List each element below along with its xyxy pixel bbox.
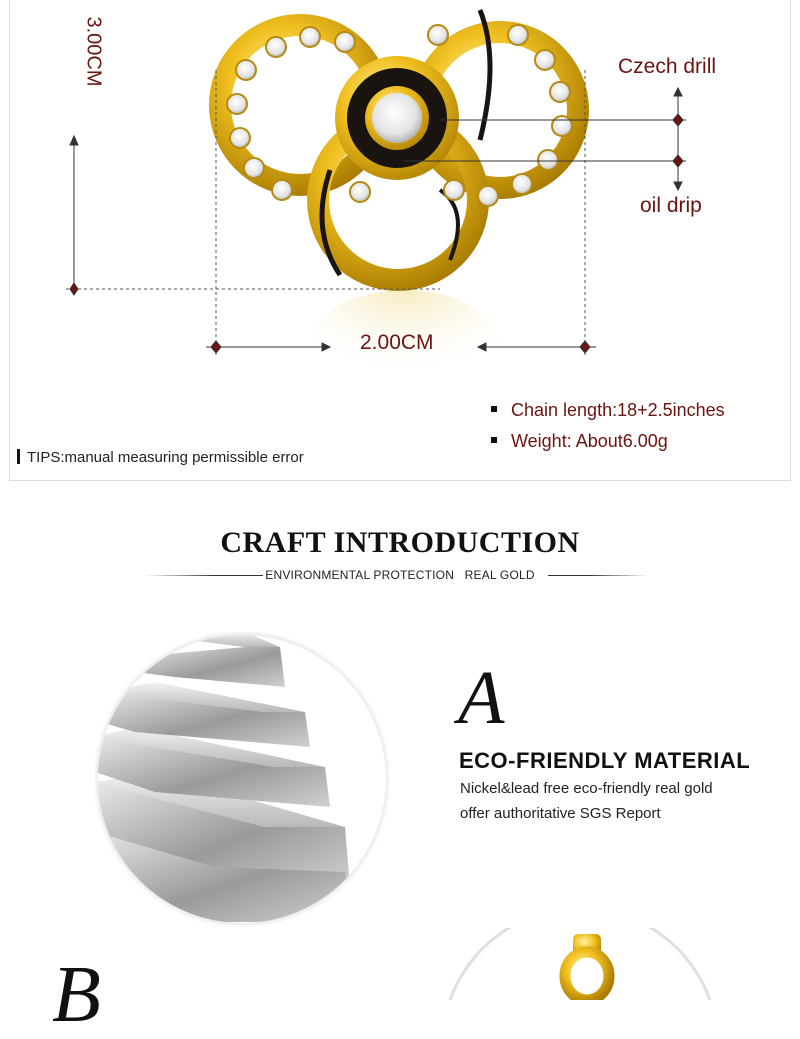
craft-subtitle: ENVIRONMENTAL PROTECTION REAL GOLD — [265, 568, 535, 582]
tips-note — [17, 449, 304, 466]
chain-length-row — [491, 400, 725, 421]
czech-drill-label: Czech drill — [618, 55, 717, 78]
bullet-icon — [491, 406, 497, 412]
height-arrow — [70, 136, 78, 295]
gold-pendant-image — [445, 928, 715, 1000]
silver-bars-image — [95, 632, 390, 927]
bullet-icon — [491, 437, 497, 443]
weight-row — [491, 431, 668, 452]
oil-drip-label: oil drip — [640, 194, 702, 217]
section-letter-b: B — [52, 951, 101, 1039]
eco-material-line2: offer authoritative SGS Report — [460, 805, 661, 822]
eco-material-title: ECO-FRIENDLY MATERIAL — [459, 748, 751, 773]
width-label: 2.00CM — [360, 331, 434, 354]
weight-text: Weight: About6.00g — [511, 431, 668, 451]
czech-drill-stone — [372, 93, 422, 143]
eco-material-line1: Nickel&lead free eco-friendly real gold — [460, 780, 713, 797]
tips-text: TIPS:manual measuring permissible error — [27, 449, 304, 466]
subtitle-rule-right — [548, 575, 648, 576]
section-letter-a: A — [458, 656, 505, 740]
chain-length-text: Chain length:18+2.5inches — [511, 400, 725, 420]
height-label: 3.00CM — [82, 16, 105, 87]
craft-title: CRAFT INTRODUCTION — [220, 526, 580, 559]
tips-bar-icon — [17, 449, 20, 464]
